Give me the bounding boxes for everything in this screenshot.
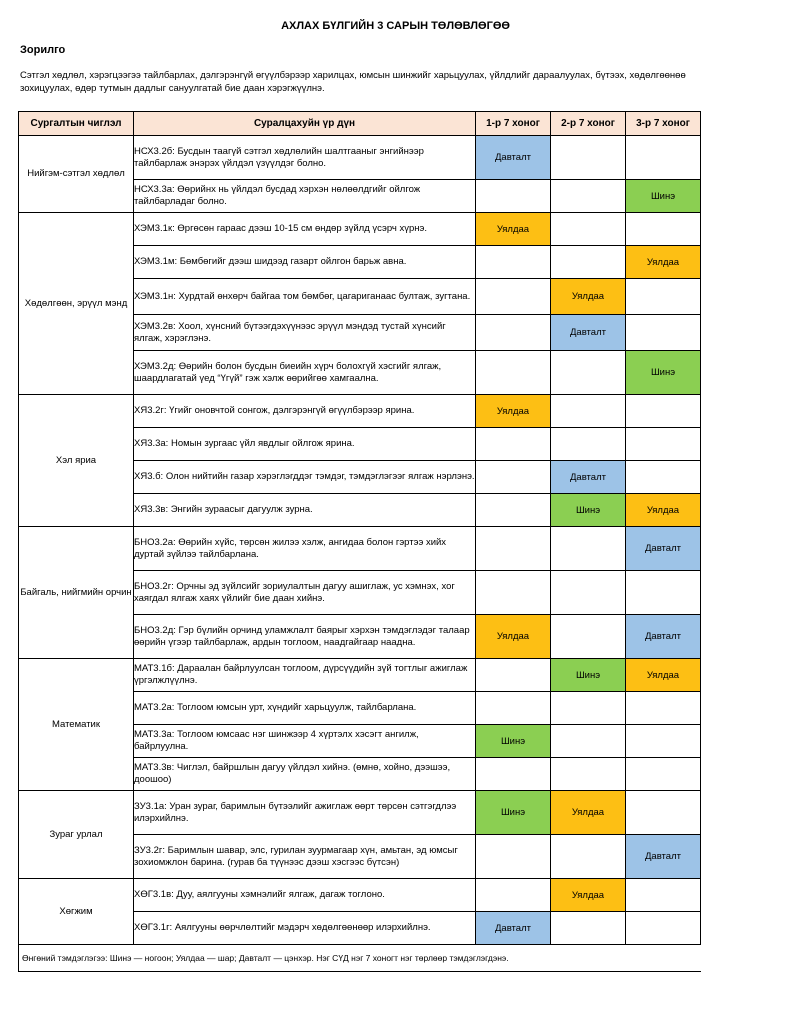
- week-2-cell: [551, 136, 626, 180]
- week-3-cell: [626, 615, 701, 659]
- table-row: [19, 791, 701, 835]
- learning-outcome: ХЯ3.3а: Номын зургаас үйл явдлыг ойлгож ярина.: [134, 428, 476, 461]
- week-1-cell: [476, 180, 551, 213]
- table-row: [19, 395, 701, 428]
- learning-outcome: ХЯ3.б: Олон нийтийн газар хэрэглэгддэг тэмдэг, тэмдэглэгээг ялгаж нэрлэнэ.: [134, 461, 476, 494]
- week-3-cell: [626, 571, 701, 615]
- week-2-cell: [551, 461, 626, 494]
- learning-outcome: ЗУ3.2г: Баримлын шавар, элс, гурилан зуурмагаар хүн, амьтан, эд юмсыг зохиомжлон барина. (гурав ба түүнээс дээш хэсгээс бүтсэн): [134, 835, 476, 879]
- week-3-cell: [626, 527, 701, 571]
- status-label: Уялдаа: [496, 223, 530, 235]
- week-3-cell: [626, 725, 701, 758]
- area-name: Хөдөлгөөн, эрүүл мэнд: [19, 213, 134, 395]
- week-3-cell: [626, 136, 701, 180]
- week-3-cell: [626, 692, 701, 725]
- week-2-cell: [551, 180, 626, 213]
- week-1-cell: [476, 879, 551, 912]
- learning-outcome: ХЯ3.2г: Үгийг оновчтой сонгож, дэлгэрэнгүй өгүүлбэрээр ярина.: [134, 395, 476, 428]
- week-2-cell: [551, 527, 626, 571]
- learning-outcome: БНО3.2д: Гэр бүлийн орчинд уламжлалт баярыг хэрхэн тэмдэглэдэг талаар өөрийн үгээр тайлбарлаж, ардын тоглоом, наадгайгаар наадна.: [134, 615, 476, 659]
- table-row: [19, 659, 701, 692]
- area-name: Байгаль, нийгмийн орчин: [19, 527, 134, 659]
- status-label: Давталт: [645, 631, 681, 642]
- status-label: Уялдаа: [571, 889, 605, 901]
- learning-outcome: ХЭМ3.1м: Бөмбөгийг дээш шидээд газарт ойлгон барьж авна.: [134, 246, 476, 279]
- week-3-cell: [626, 351, 701, 395]
- week-1-cell: [476, 315, 551, 351]
- learning-outcome: ХЭМ3.2д: Өөрийн болон бусдын биеийн хүрч болохгүй хэсгийг ялгаж, шаардлагатай үед “Үгүй” гэж хэлж өөрийгөө хамгаална.: [134, 351, 476, 395]
- week-1-cell: [476, 494, 551, 527]
- status-label: Давталт: [645, 851, 681, 862]
- week-2-cell: [551, 615, 626, 659]
- learning-outcome: НСХ3.3а: Өөрийнх нь үйлдэл бусдад хэрхэн нөлөөлдгийг ойлгож тайлбарладаг болно.: [134, 180, 476, 213]
- status-label: Шинэ: [575, 669, 601, 681]
- learning-outcome: МАТ3.3в: Чиглэл, байршлын дагуу үйлдэл хийнэ. (өмнө, хойно, дээшээ, доошоо): [134, 758, 476, 791]
- week-1-cell: [476, 395, 551, 428]
- color-legend-note: Өнгөний тэмдэглэгээ: Шинэ — ногоон; Уялдаа — шар; Давталт — цэнхэр. Нэг СҮД нэг 7 хоногт нэг төрлөөр тэмдэглэгдэнэ.: [19, 945, 701, 972]
- learning-outcome: ХЭМ3.1н: Хурдтай өнхөрч байгаа том бөмбөг, цагариганаас бултаж, зугтана.: [134, 279, 476, 315]
- week-1-cell: [476, 428, 551, 461]
- week-2-cell: [551, 879, 626, 912]
- week-3-cell: [626, 428, 701, 461]
- status-label: Уялдаа: [496, 631, 530, 642]
- week-2-cell: [551, 315, 626, 351]
- week-3-cell: [626, 912, 701, 945]
- week-2-cell: [551, 213, 626, 246]
- week-1-cell: [476, 835, 551, 879]
- table-row: [19, 527, 701, 571]
- status-label: Шинэ: [650, 190, 676, 202]
- learning-outcome: НСХ3.2б: Бусдын таагүй сэтгэл хөдлөлийн шалтгааныг энгийнээр тайлбарлаж энэрэх үйлдэл үзүүлдэг болно.: [134, 136, 476, 180]
- week-2-cell: [551, 494, 626, 527]
- week-3-cell: [626, 835, 701, 879]
- week-3-cell: [626, 395, 701, 428]
- status-label: Уялдаа: [571, 807, 605, 818]
- table-row: [19, 136, 701, 180]
- week-3-cell: [626, 279, 701, 315]
- learning-outcome: БНО3.2а: Өөрийн хүйс, төрсөн жилээ хэлж, ангидаа болон гэртээ хийх дуртай зүйлээ тайлбарлана.: [134, 527, 476, 571]
- table-row: [19, 213, 701, 246]
- week-2-cell: [551, 912, 626, 945]
- table-row: [19, 879, 701, 912]
- status-label: Уялдаа: [646, 669, 680, 681]
- status-label: Шинэ: [650, 367, 676, 378]
- learning-outcome: МАТ3.1б: Дараалан байрлуулсан тоглоом, дүрсүүдийн зүй тогтлыг ажиглаж үргэлжлүүлнэ.: [134, 659, 476, 692]
- status-label: Давталт: [570, 327, 606, 338]
- status-label: Уялдаа: [571, 291, 605, 302]
- plan-table: [18, 111, 701, 972]
- week-3-cell: [626, 879, 701, 912]
- week-2-cell: [551, 395, 626, 428]
- header-week-1: 1-р 7 хоног: [476, 112, 551, 136]
- week-2-cell: [551, 428, 626, 461]
- week-1-cell: [476, 659, 551, 692]
- header-week-2: 2-р 7 хоног: [551, 112, 626, 136]
- learning-outcome: БНО3.2г: Орчны эд зүйлсийг зориулалтын дагуу ашиглаж, ус хэмнэх, хог хаягдал ялгаж хаях үйлийг бие даан хийнэ.: [134, 571, 476, 615]
- week-1-cell: [476, 571, 551, 615]
- week-1-cell: [476, 791, 551, 835]
- week-1-cell: [476, 213, 551, 246]
- week-3-cell: [626, 315, 701, 351]
- status-label: Давталт: [570, 471, 606, 483]
- week-3-cell: [626, 246, 701, 279]
- status-label: Уялдаа: [646, 256, 680, 268]
- area-name: Зураг урлал: [19, 791, 134, 879]
- week-2-cell: [551, 246, 626, 279]
- week-2-cell: [551, 351, 626, 395]
- area-name: Нийгэм-сэтгэл хөдлөл: [19, 136, 134, 213]
- learning-outcome: ХЭМ3.1к: Өргөсөн гараас дээш 10-15 см өндөр зүйлд үсэрч хүрнэ.: [134, 213, 476, 246]
- document-title: АХЛАХ БҮЛГИЙН 3 САРЫН ТӨЛӨВЛӨГӨӨ: [281, 20, 510, 32]
- week-2-cell: [551, 791, 626, 835]
- week-1-cell: [476, 912, 551, 945]
- learning-outcome: ХӨГ3.1в: Дуу, аялгууны хэмнэлийг ялгаж, дагаж тоглоно.: [134, 879, 476, 912]
- status-label: Давталт: [645, 543, 681, 554]
- week-1-cell: [476, 527, 551, 571]
- status-label: Давталт: [495, 152, 531, 163]
- area-name: Хэл яриа: [19, 395, 134, 527]
- week-1-cell: [476, 615, 551, 659]
- week-2-cell: [551, 659, 626, 692]
- learning-outcome: ЗУ3.1а: Уран зураг, баримлын бүтээлийг ажиглаж өөрт төрсөн сэтгэгдлээ илэрхийлнэ.: [134, 791, 476, 835]
- area-name: Хөгжим: [19, 879, 134, 945]
- week-1-cell: [476, 351, 551, 395]
- learning-outcome: ХЭМ3.2в: Хоол, хүнсний бүтээгдэхүүнээс эрүүл мэндэд тустай хүнсийг ялгаж, хэрэглэнэ.: [134, 315, 476, 351]
- week-1-cell: [476, 136, 551, 180]
- footnote-row: [19, 945, 701, 972]
- header-outcome: Суралцахуйн үр дүн: [134, 112, 476, 136]
- status-label: Шинэ: [500, 735, 526, 747]
- week-1-cell: [476, 246, 551, 279]
- status-label: Уялдаа: [646, 504, 680, 516]
- week-2-cell: [551, 692, 626, 725]
- week-3-cell: [626, 180, 701, 213]
- goal-text: Сэтгэл хөдлөл, хэрэгцээгээ тайлбарлах, дэлгэрэнгүй өгүүлбэрээр харилцах, юмсын шинжийг харьцуулах, үйлдлийг дараалуулах, бүтээх, хөдөлгөөнөө зохицуулах, өдөр тутмын дадлыг сануулгатай бие даан хэрэгжүүлнэ.: [20, 70, 686, 94]
- week-3-cell: [626, 758, 701, 791]
- week-1-cell: [476, 279, 551, 315]
- learning-outcome: МАТ3.2а: Тоглоом юмсын урт, хүндийг харьцуулж, тайлбарлана.: [134, 692, 476, 725]
- learning-outcome: ХӨГ3.1г: Аялгууны өөрчлөлтийг мэдэрч хөдөлгөөнөөр илэрхийлнэ.: [134, 912, 476, 945]
- header-area: Сургалтын чиглэл: [19, 112, 134, 136]
- week-1-cell: [476, 758, 551, 791]
- status-label: Шинэ: [575, 504, 601, 516]
- week-3-cell: [626, 659, 701, 692]
- week-1-cell: [476, 725, 551, 758]
- week-3-cell: [626, 791, 701, 835]
- header-week-3: 3-р 7 хоног: [626, 112, 701, 136]
- week-3-cell: [626, 494, 701, 527]
- status-label: Уялдаа: [496, 405, 530, 417]
- week-2-cell: [551, 835, 626, 879]
- week-2-cell: [551, 725, 626, 758]
- week-1-cell: [476, 692, 551, 725]
- learning-outcome: ХЯ3.3в: Энгийн зураасыг дагуулж зурна.: [134, 494, 476, 527]
- goal-heading: Зорилго: [20, 44, 66, 56]
- learning-outcome: МАТ3.3а: Тоглоом юмсаас нэг шинжээр 4 хүртэлх хэсэгт ангилж, байрлуулна.: [134, 725, 476, 758]
- status-label: Шинэ: [500, 807, 526, 818]
- area-name: Математик: [19, 659, 134, 791]
- week-2-cell: [551, 279, 626, 315]
- table-header-row: [19, 112, 701, 136]
- week-2-cell: [551, 571, 626, 615]
- week-2-cell: [551, 758, 626, 791]
- week-1-cell: [476, 461, 551, 494]
- status-label: Давталт: [495, 922, 531, 934]
- week-3-cell: [626, 461, 701, 494]
- week-3-cell: [626, 213, 701, 246]
